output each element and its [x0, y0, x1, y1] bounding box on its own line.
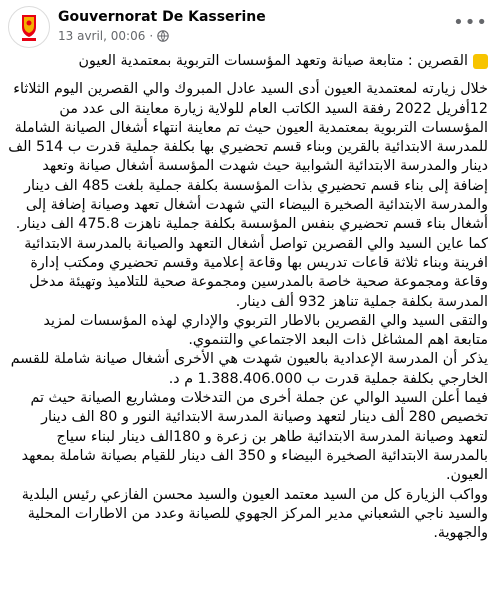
yellow-square-icon [473, 54, 488, 69]
post-header [8, 6, 490, 46]
meta-separator: · [149, 29, 154, 43]
more-options-icon[interactable]: ••• [453, 12, 488, 33]
post-title-line [8, 52, 488, 71]
post-date[interactable]: 13 avril, 00:06 [58, 29, 146, 43]
paragraph: كما عاين السيد والي القصرين تواصل أشغال التعهد والصيانة بالمدرسة الابتدائية افرينة وبناء ثلاثة قاعات تدريس بها وقاعة إعلامية وقسم تحضيري ومكتب إدارة وقاعة ومجموعة صحية خاصة بالمدرسين ومجموعة صحية للتلاميذ وتهيئة مدخل المدرسة بكلفة جملية تناهز 932 ألف دينار. [24, 235, 488, 310]
post-title: القصرين : متابعة صيانة وتعهد المؤسسات التربوية بمعتمدية العيون [78, 53, 468, 69]
paragraph: خلال زيارته لمعتمدية العيون أدى السيد عادل المبروك والي القصرين اليوم الثلاثاء 12أفريل 2022 رفقة السيد الكاتب العام للولاية زيارة معاينة الى عدد من المؤسسات التربوية بمعتمدية العيون حيث تم معاينة انتهاء أشغال الصيانة الشاملة للمدرسة الابتدائية بالقرين وبناء قسم تحضيري بها بكلفة جملية قدرت ب 514 الف دينار والمدرسة الابتدائية الشوابية حيث شهدت المؤسسة أشغال صيانة وتعهد إضافة إلى بناء قسم تحضيري بذات المؤسسة بكلفة جملية بلغت 485 الف دينار والمدرسة الابتدائية الصخيرة البيضاء التي شهدت أشغال تعهد وصيانة إضافة إلى أشغال بناء قسم تحضيري بنفس المؤسسة بكلفة جملية ناهزت 475.8 الف دينار. [8, 81, 488, 233]
paragraph: والتقى السيد والي القصرين بالاطار التربوي والإداري لهذه المؤسسات لمزيد متابعة اهم المشاغل ذات البعد الاجتماعي والتنموي. [43, 312, 488, 349]
paragraph: يذكر أن المدرسة الإعدادية بالعيون شهدت هي الأخرى أشغال صيانة شاملة للقسم الخارجي بكلفة جملية قدرت ب 1.388.406.000 م د. [10, 351, 488, 387]
paragraph: وواكب الزيارة كل من السيد معتمد العيون والسيد محسن الفازعي رئيس البلدية والسيد ناجي الشعباني مدير المركز الجهوي للصيانة وعدد من الاطارات المحلية والجهوية. [21, 486, 488, 542]
post-body [8, 52, 488, 543]
coat-of-arms-icon [9, 7, 49, 47]
post-meta [58, 29, 169, 43]
globe-icon [157, 30, 169, 42]
paragraph: فيما أعلن السيد الوالي عن جملة أخرى من التدخلات ومشاريع الصيانة حيث تم تخصيص 280 ألف دينار لتعهد وصيانة المدرسة الابتدائية النور و 80 الف دينار لتعهد وصيانة المدرسة الابتدائية طاهر بن زعرة و 180الف دينار لبناء سياج بالمدرسة الابتدائية الصخيرة البيضاء و 350 الف دينار للقيام بصيانة شاملة بمعهد العيون. [21, 390, 488, 484]
page-avatar[interactable] [8, 6, 50, 48]
page-name[interactable]: Gouvernorat De Kasserine [58, 9, 266, 25]
